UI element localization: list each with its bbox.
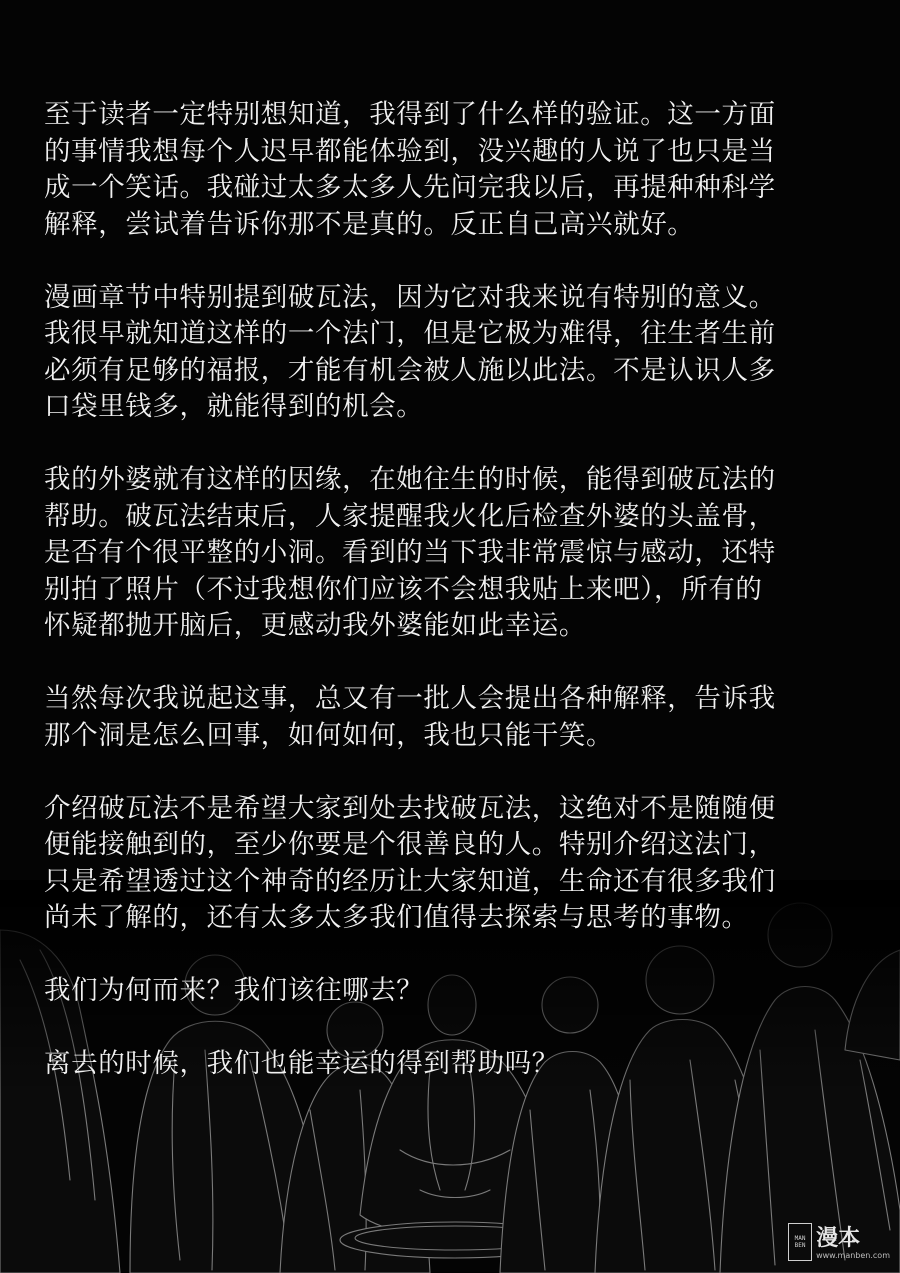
text-line: 成一个笑话。我碰过太多太多人先问完我以后，再提种种科学 bbox=[44, 172, 776, 203]
watermark-logo: 漫本 bbox=[816, 1226, 861, 1251]
text-line: 那个洞是怎么回事，如何如何，我也只能干笑。 bbox=[44, 719, 614, 751]
text-line: 至于读者一定特别想知道，我得到了什么样的验证。这一方面 bbox=[44, 99, 776, 130]
watermark-text-group bbox=[816, 1227, 890, 1261]
text-line: 解释，尝试着告诉你那不是真的。反正自己高兴就好。 bbox=[44, 208, 695, 240]
watermark-url: www.manben.com bbox=[816, 1251, 890, 1260]
text-line: 我很早就知道这样的一个法门，但是它极为难得，往生者生前 bbox=[44, 318, 776, 349]
paragraph-3 bbox=[44, 462, 856, 645]
text-line: 漫画章节中特别提到破瓦法，因为它对我来说有特别的意义。 bbox=[44, 281, 776, 313]
text-line: 口袋里钱多，就能得到的机会。 bbox=[44, 391, 424, 422]
text-line: 只是希望透过这个神奇的经历让大家知道，生命还有很多我们 bbox=[44, 865, 776, 897]
watermark-box-text: BEN bbox=[794, 1242, 806, 1249]
text-line: 怀疑都抛开脑后，更感动我外婆能如此幸运。 bbox=[44, 610, 586, 641]
text-block bbox=[44, 97, 856, 1119]
text-line: 当然每次我说起这事，总又有一批人会提出各种解释，告诉我 bbox=[44, 683, 776, 714]
text-line: 我的外婆就有这样的因缘，在她往生的时候，能得到破瓦法的 bbox=[44, 464, 776, 495]
watermark-box-text: MAN bbox=[794, 1235, 806, 1242]
text-line: 便能接触到的，至少你要是个很善良的人。特别介绍这法门， bbox=[44, 829, 776, 860]
text-line: 介绍破瓦法不是希望大家到处去找破瓦法，这绝对不是随随便 bbox=[44, 792, 776, 824]
text-line: 的事情我想每个人迟早都能体验到，没兴趣的人说了也只是当 bbox=[44, 135, 776, 167]
text-line: 别拍了照片（不过我想你们应该不会想我贴上来吧），所有的 bbox=[44, 573, 763, 605]
text-line: 是否有个很平整的小洞。看到的当下我非常震惊与感动，还特 bbox=[44, 537, 776, 568]
paragraph-4 bbox=[44, 681, 856, 754]
text-line: 尚未了解的，还有太多太多我们值得去探索与思考的事物。 bbox=[44, 902, 749, 933]
manben-watermark bbox=[788, 1223, 890, 1261]
paragraph-6 bbox=[44, 973, 856, 1010]
text-line: 必须有足够的福报，才能有机会被人施以此法。不是认识人多 bbox=[44, 354, 776, 386]
text-line: 我们为何而来？我们该往哪去？ bbox=[44, 975, 424, 1006]
paragraph-2 bbox=[44, 280, 856, 426]
text-line: 帮助。破瓦法结束后，人家提醒我火化后检查外婆的头盖骨， bbox=[44, 500, 776, 532]
text-line: 离去的时候，我们也能幸运的得到帮助吗？ bbox=[44, 1048, 559, 1079]
manben-box-logo bbox=[788, 1223, 812, 1261]
paragraph-5 bbox=[44, 791, 856, 937]
paragraph-7 bbox=[44, 1046, 856, 1083]
paragraph-1 bbox=[44, 97, 856, 243]
